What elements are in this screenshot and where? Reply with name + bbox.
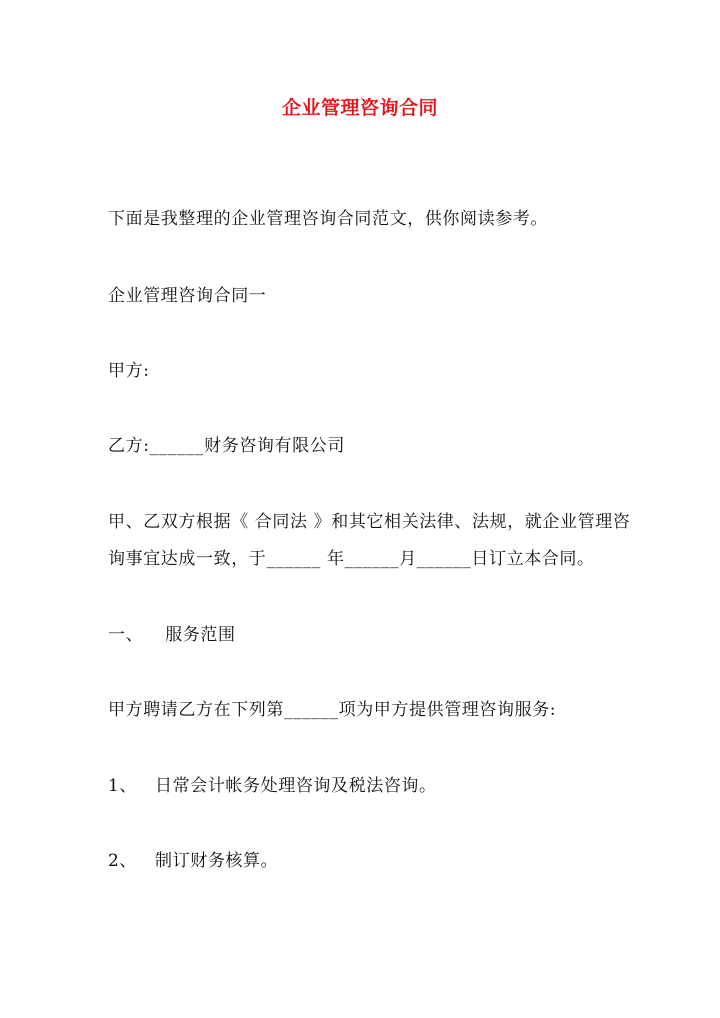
intro-paragraph: 下面是我整理的企业管理咨询合同范文，供你阅读参考。 (108, 209, 548, 229)
party-a-line: 甲方: (108, 361, 150, 381)
section-1-number: 一、 (108, 625, 144, 645)
section-1-heading (108, 623, 236, 647)
service-intro-line: 甲方聘请乙方在下列第______项为甲方提供管理咨询服务: (108, 700, 557, 720)
list-item-1-number: 1、 (108, 776, 138, 796)
list-item-2-number: 2、 (108, 851, 138, 871)
section-1-title: 服务范围 (165, 625, 236, 645)
list-item-2 (108, 849, 278, 873)
agreement-line-2: 询事宜达成一致，于______ 年______月______日订立本合同。 (108, 549, 595, 569)
document-title: 企业管理咨询合同 (281, 97, 438, 119)
contract-heading: 企业管理咨询合同一 (108, 286, 267, 306)
list-item-1 (108, 774, 437, 798)
list-item-2-text: 制订财务核算。 (155, 851, 279, 871)
list-item-1-text: 日常会计帐务处理咨询及税法咨询。 (155, 776, 437, 796)
party-b-line: 乙方:______财务咨询有限公司 (108, 436, 345, 456)
agreement-line-1: 甲、乙双方根据《 合同法 》和其它相关法律、法规，就企业管理咨 (108, 512, 631, 532)
